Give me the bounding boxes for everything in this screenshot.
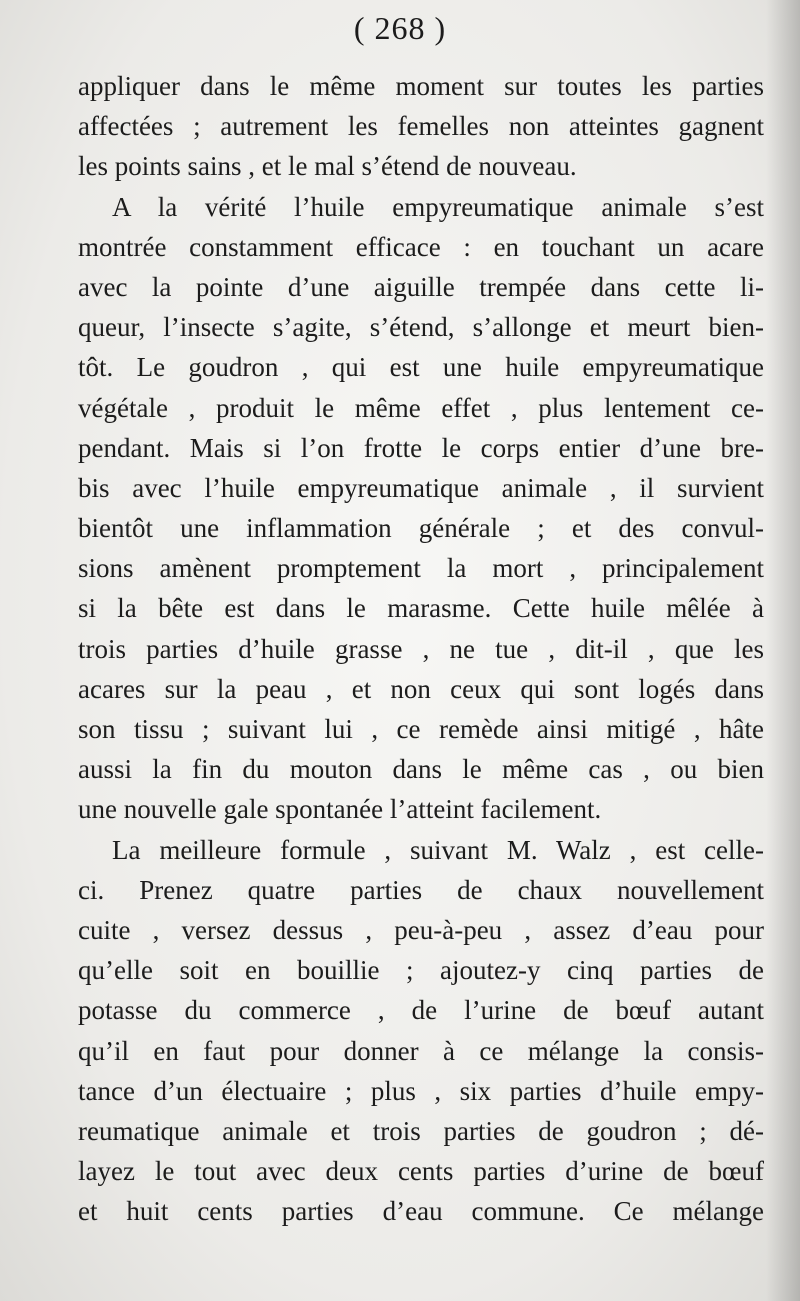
text-line: tôt. Le goudron , qui est une huile empyreumatique: [78, 352, 764, 383]
page-edge-shadow: [766, 0, 800, 1301]
text-line: sions amènent promptement la mort , principalement: [78, 553, 764, 584]
text-line: qu’il en faut pour donner à ce mélange la consis-: [78, 1035, 764, 1066]
text-line: aussi la fin du mouton dans le même cas , ou bien: [78, 754, 764, 785]
text-line: A la vérité l’huile empyreumatique animale s’est: [112, 191, 764, 222]
text-line: et huit cents parties d’eau commune. Ce mélange: [78, 1196, 764, 1227]
text-line: trois parties d’huile grasse , ne tue , dit-il , que les: [78, 633, 764, 664]
text-line: ci. Prenez quatre parties de chaux nouvellement: [78, 874, 764, 905]
text-line: les points sains , et le mal s’étend de nouveau.: [78, 151, 577, 182]
text-line: queur, l’insecte s’agite, s’étend, s’allonge et meurt bien-: [78, 312, 764, 343]
text-line: montrée constamment efficace : en touchant un acare: [78, 231, 764, 262]
text-line: une nouvelle gale spontanée l’atteint facilement.: [78, 794, 602, 825]
text-line: avec la pointe d’une aiguille trempée dans cette li-: [78, 271, 764, 302]
text-line: potasse du commerce , de l’urine de bœuf autant: [78, 995, 764, 1026]
text-line: bis avec l’huile empyreumatique animale , il survient: [78, 472, 764, 503]
text-line: appliquer dans le même moment sur toutes les parties: [78, 71, 764, 101]
text-line: acares sur la peau , et non ceux qui sont logés dans: [78, 673, 764, 704]
text-line: tance d’un électuaire ; plus , six parties d’huile empy-: [78, 1075, 764, 1106]
text-line: pendant. Mais si l’on frotte le corps entier d’une bre-: [78, 432, 764, 463]
text-line: affectées ; autrement les femelles non atteintes gagnent: [78, 111, 764, 142]
text-line: si la bête est dans le marasme. Cette huile mêlée à: [78, 593, 764, 624]
text-line: bientôt une inflammation générale ; et des convul-: [78, 513, 764, 544]
text-line: végétale , produit le même effet , plus lentement ce-: [78, 392, 764, 423]
text-line: layez le tout avec deux cents parties d’urine de bœuf: [78, 1156, 764, 1187]
text-line: reumatique animale et trois parties de goudron ; dé-: [78, 1115, 764, 1146]
page-number: ( 268 ): [353, 10, 447, 46]
text-line: La meilleure formule , suivant M. Walz , est celle-: [112, 834, 764, 865]
text-line: qu’elle soit en bouillie ; ajoutez-y cinq parties de: [78, 955, 764, 986]
text-line: cuite , versez dessus , peu-à-peu , assez d’eau pour: [78, 914, 764, 945]
body-text: [78, 66, 764, 1231]
text-line: son tissu ; suivant lui , ce remède ainsi mitigé , hâte: [78, 714, 764, 744]
